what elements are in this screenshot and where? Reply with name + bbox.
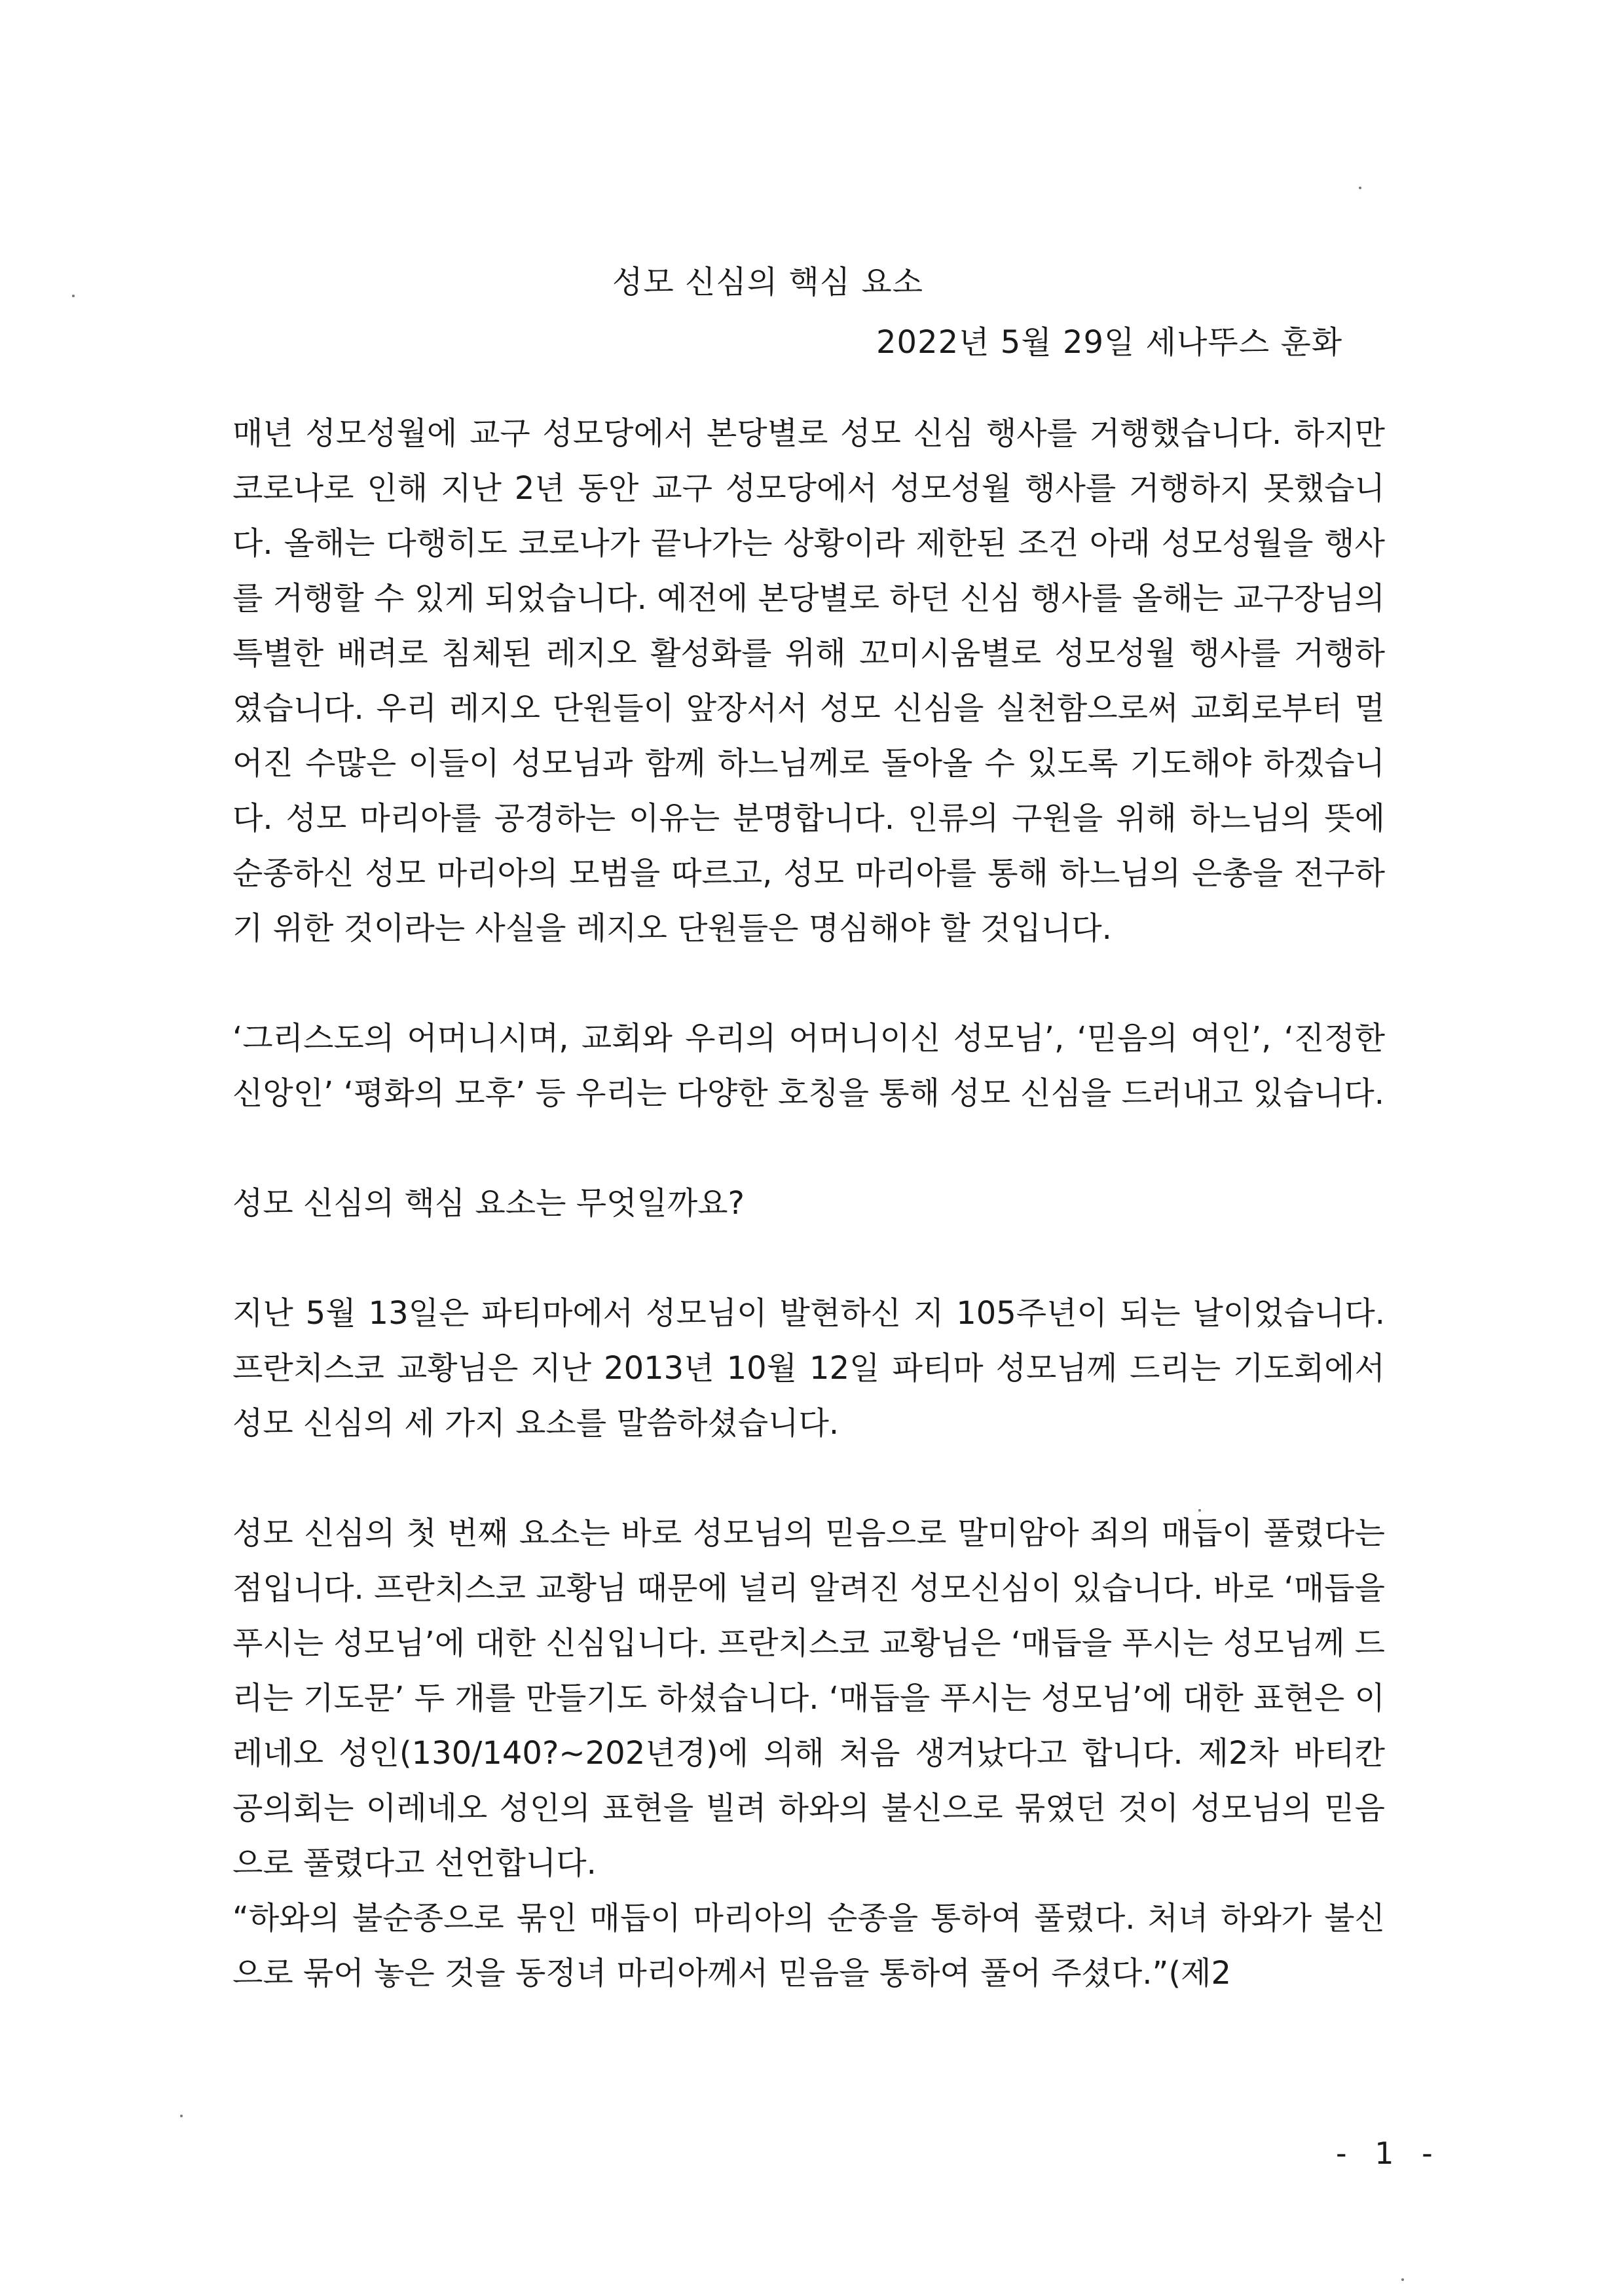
paragraph-1: 매년 성모성월에 교구 성모당에서 본당별로 성모 신심 행사를 거행했습니다. 하지만 코로나로 인해 지난 2년 동안 교구 성모당에서 성모성월 행사를 거행하지 못했습니다. 올해는 다행히도 코로나가 끝나가는 상황이라 제한된 조건 아래 성모성월을 행사를 거행할 수 있게 되었습니다. 예전에 본당별로 하던 신심 행사를 올해는 교구장님의 특별한 배려로 침체된 레지오 활성화를 위해 꼬미시움별로 성모성월 행사를 거행하였습니다. 우리 레지오 단원들이 앞장서서 성모 신심을 실천함으로써 교회로부터 멀어진 수많은 이들이 성모님과 함께 하느님께로 돌아올 수 있도록 기도해야 하겠습니다. 성모 마리아를 공경하는 이유는 분명합니다. 인류의 구원을 위해 하느님의 뜻에 순종하신 성모 마리아의 모범을 따르고, 성모 마리아를 통해 하느님의 은총을 전구하기 위한 것이라는 사실을 레지오 단원들은 명심해야 할 것입니다.	[232, 415, 1385, 947]
paragraph-3: 성모 신심의 핵심 요소는 무엇일까요?	[232, 1185, 745, 1222]
paragraph-4: 지난 5월 13일은 파티마에서 성모님이 발현하신 지 105주년이 되는 날이었습니다. 프란치스코 교황님은 지난 2013년 10월 12일 파티마 성모님께 드리는 기도회에서 성모 신심의 세 가지 요소를 말씀하셨습니다.	[232, 1295, 1385, 1442]
document-body	[232, 406, 1385, 2001]
scan-speck	[180, 2115, 183, 2117]
scan-speck	[1198, 1509, 1201, 1512]
scan-speck	[72, 295, 75, 297]
document-title: 성모 신심의 핵심 요소	[612, 264, 924, 301]
paragraph-6: “하와의 불순종으로 묶인 매듭이 마리아의 순종을 통하여 풀렸다. 처녀 하와가 불신으로 묶어 놓은 것을 동정녀 마리아께서 믿음을 통하여 풀어 주셨다.”(제2	[232, 1900, 1385, 1992]
paragraph-5: 성모 신심의 첫 번째 요소는 바로 성모님의 믿음으로 말미암아 죄의 매듭이 풀렸다는 점입니다. 프란치스코 교황님 때문에 널리 알려진 성모신심이 있습니다. 바로 ‘매듭을 푸시는 성모님’에 대한 신심입니다. 프란치스코 교황님은 ‘매듭을 푸시는 성모님께 드리는 기도문’ 두 개를 만들기도 하셨습니다. ‘매듭을 푸시는 성모님’에 대한 표현은 이레네오 성인(130/140?~202년경)에 의해 처음 생겨났다고 합니다. 제2차 바티칸 공의회는 이레네오 성인의 표현을 빌려 하와의 불신으로 묶였던 것이 성모님의 믿음으로 풀렸다고 선언합니다.	[232, 1515, 1385, 1882]
page-number: - 1 -	[1336, 2136, 1442, 2171]
document-subtitle: 2022년 5월 29일 세나뚜스 훈화	[876, 324, 1343, 361]
scan-speck	[1401, 2278, 1404, 2281]
paragraph-2: ‘그리스도의 어머니시며, 교회와 우리의 어머니이신 성모님’, ‘믿음의 여인’, ‘진정한 신앙인’ ‘평화의 모후’ 등 우리는 다양한 호칭을 통해 성모 신심을 드러내고 있습니다.	[232, 1020, 1385, 1112]
scan-speck	[1359, 187, 1361, 189]
